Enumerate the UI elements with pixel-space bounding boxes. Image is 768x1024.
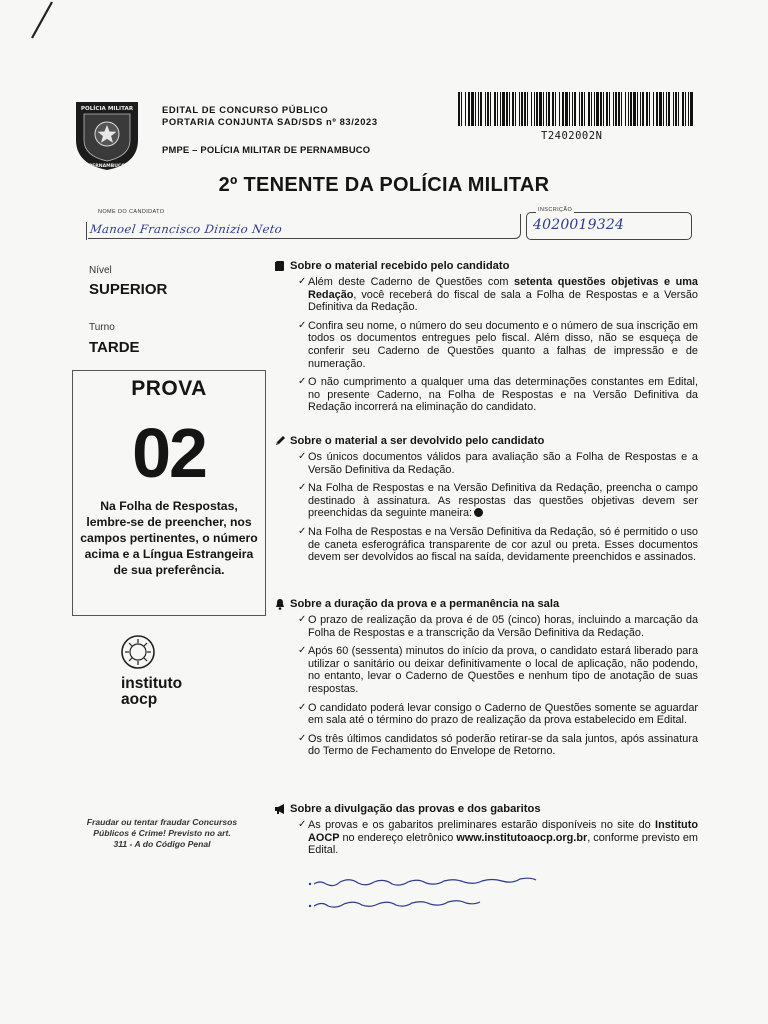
barcode-bar: [521, 92, 523, 126]
section-material-recebido: [270, 258, 710, 420]
barcode-bar: [458, 92, 460, 126]
check-icon: ✓: [298, 376, 307, 388]
barcode-bar: [579, 92, 580, 126]
list-item: [270, 320, 710, 370]
barcode-bar: [659, 92, 662, 126]
barcode-bar: [502, 92, 505, 126]
nivel-label: Nível: [89, 265, 112, 276]
section-heading: [270, 258, 710, 274]
barcode-bar: [690, 92, 693, 126]
barcode-bar: [539, 92, 542, 126]
barcode-bar: [633, 92, 636, 126]
barcode-bar: [668, 92, 670, 126]
check-icon: ✓: [298, 819, 307, 830]
aocp-line1: instituto: [121, 675, 183, 692]
barcode-bar: [574, 92, 576, 126]
item-text: Além deste Caderno de Questões com: [308, 276, 515, 288]
item-text: Após 60 (sessenta) minutos do início da prova, o candidato estará liberado para utilizar o sanitário ou deixar definitivamente o local de aplicação, não podendo, no entanto, levar o Caderno de Questões e nenhum tipo de anotação de suas respostas.: [308, 645, 698, 695]
bell-icon: [274, 598, 286, 610]
portaria-line: PORTARIA CONJUNTA SAD/SDS nº 83/2023: [162, 115, 378, 127]
barcode-bar: [594, 92, 595, 126]
barcode-bar: [485, 92, 486, 126]
barcode-bar: [653, 92, 654, 126]
section-heading: [270, 433, 710, 449]
barcode-bar: [487, 92, 489, 126]
page-title: 2º TENENTE DA POLÍCIA MILITAR: [218, 174, 550, 196]
barcode-bar: [649, 92, 650, 126]
barcode-bar: [524, 92, 526, 126]
seal-bottom-text: PERNAMBUCO: [88, 164, 126, 169]
barcode-bar: [572, 92, 573, 126]
turno-label: Turno: [89, 322, 115, 333]
barcode-bar: [475, 92, 476, 126]
barcode-bar: [630, 92, 632, 126]
item-text-bold: www.institutoaocp.org.br: [456, 831, 588, 844]
barcode-bar: [531, 92, 532, 126]
barcode-bar: [519, 92, 520, 126]
list-item: [270, 276, 710, 314]
section-title: Sobre o material recebido pelo candidato: [290, 260, 510, 272]
barcode-bar: [603, 92, 604, 126]
list-item: [270, 451, 710, 476]
list-item: [270, 733, 710, 758]
section-title: Sobre a duração da prova e a permanência na sala: [290, 598, 560, 610]
barcode-bar: [543, 92, 544, 126]
check-icon: ✓: [298, 482, 307, 494]
item-text: Os únicos documentos válidos para avaliação são a Folha de Respostas e a Versão Definitiva da Redação.: [308, 451, 698, 476]
prova-box: [72, 370, 266, 616]
barcode-bar: [640, 92, 641, 126]
check-icon: ✓: [298, 319, 307, 331]
barcode-bar: [552, 92, 554, 126]
list-item: [270, 614, 710, 639]
barcode-bar: [461, 92, 462, 126]
pencil-icon: [274, 435, 286, 447]
barcode-bar: [666, 92, 667, 126]
item-text: As provas e os gabaritos preliminares estarão disponíveis no site do: [308, 819, 656, 831]
item-text: , você receberá do fiscal de sala a Folha de Respostas e a Versão Definitiva da Redação.: [308, 288, 698, 314]
barcode-bar: [584, 92, 585, 126]
barcode-bar: [588, 92, 590, 126]
candidate-name-value: Manoel Francisco Dinizio Neto: [89, 222, 284, 236]
barcode-bar: [615, 92, 617, 126]
barcode-bar: [509, 92, 510, 126]
section-heading: [270, 596, 710, 612]
check-icon: ✓: [298, 732, 307, 744]
barcode-bar: [596, 92, 599, 126]
section-duracao-prova: [270, 596, 710, 764]
item-text-bold: setenta questões objetivas e uma Redação: [308, 276, 698, 301]
check-icon: ✓: [298, 614, 307, 625]
barcode-bar: [506, 92, 508, 126]
barcode-bar: [471, 92, 474, 126]
police-seal-icon: [72, 98, 142, 172]
check-icon: ✓: [298, 645, 307, 657]
section-divulgacao: [270, 801, 710, 863]
barcode-bar: [546, 92, 547, 126]
item-text: O prazo de realização da prova é de 05 (cinco) horas, incluindo a marcação da Folha de Respostas e a transcrição da Versão Definitiva da Redação.: [308, 614, 698, 639]
nivel-value: SUPERIOR: [89, 281, 168, 298]
barcode-bar: [548, 92, 550, 126]
barcode-bar: [559, 92, 560, 126]
section-title: Sobre o material a ser devolvido pelo candidato: [290, 435, 545, 447]
item-text: , conforme previsto em Edital.: [308, 831, 699, 857]
barcode-bar: [494, 92, 496, 126]
turno-value: TARDE: [89, 339, 140, 356]
aocp-line2: aocp: [121, 691, 158, 708]
check-icon: ✓: [298, 701, 307, 713]
barcode-bar: [625, 92, 626, 126]
aocp-logo-icon: [120, 634, 156, 670]
filled-bubble-icon: [474, 508, 483, 517]
item-text: no endereço eletrônico: [339, 831, 457, 844]
barcode-bar: [678, 92, 679, 126]
barcode-bar: [613, 92, 614, 126]
barcode-bar: [565, 92, 568, 126]
barcode-bar: [600, 92, 602, 126]
barcode-bar: [478, 92, 479, 126]
prova-note: Na Folha de Respostas, lembre-se de preencher, nos campos pertinentes, o número acima e a Língua Estrangeira de sua preferência.: [80, 499, 258, 577]
item-text: Na Folha de Respostas e na Versão Definitiva da Redação, só é permitido o uso de caneta esferográfica transparente de cor azul ou preta. Esses documentos devem ser devolvidos ao fiscal na saída, devidamente preenchidos e assinados.: [308, 525, 698, 564]
edital-header: [162, 104, 378, 127]
check-icon: ✓: [298, 451, 307, 462]
item-text: O candidato poderá levar consigo o Caderno de Questões somente se aguardar em sala até o término do prazo de realização da prova estabelecido em Edital.: [308, 701, 698, 727]
check-icon: ✓: [298, 276, 307, 287]
barcode-bar: [497, 92, 498, 126]
barcode-bar: [512, 92, 514, 126]
fraud-notice: Fraudar ou tentar fraudar Concursos Públicos é Crime! Previsto no art. 311 - A do Código Penal: [86, 817, 238, 849]
barcode-bar: [682, 92, 684, 126]
barcode-bar: [468, 92, 470, 126]
section-items: [270, 451, 710, 564]
barcode-bar: [536, 92, 538, 126]
section-title: Sobre a divulgação das provas e dos gabaritos: [290, 803, 541, 815]
barcode-bar: [591, 92, 592, 126]
barcode-bar: [656, 92, 658, 126]
barcode-bar: [628, 92, 629, 126]
list-item: [270, 526, 710, 564]
barcode-bar: [534, 92, 535, 126]
list-item: [270, 376, 710, 414]
barcode-bar: [527, 92, 528, 126]
item-text-bold: Instituto AOCP: [308, 819, 698, 844]
item-text: Na Folha de Respostas e na Versão Definitiva da Redação, preencha o campo destinado à assinatura. As respostas das questões objetivas devem ser preenchidas da seguinte maneira:: [308, 482, 698, 520]
section-items: [270, 276, 710, 414]
barcode-bar: [609, 92, 610, 126]
orgao-line: PMPE – POLÍCIA MILITAR DE PERNAMBUCO: [162, 144, 371, 155]
section-items: [270, 819, 710, 857]
barcode-bar: [606, 92, 608, 126]
corner-pen-mark: [28, 0, 54, 42]
barcode-bar: [685, 92, 686, 126]
book-icon: [274, 260, 286, 272]
prova-label: PROVA: [131, 377, 207, 400]
seal-top-text: POLÍCIA MILITAR: [80, 106, 134, 112]
barcode: [456, 92, 696, 128]
barcode-bar: [490, 92, 491, 126]
barcode-bar: [688, 92, 689, 126]
barcode-bar: [562, 92, 564, 126]
barcode-bar: [515, 92, 516, 126]
handwritten-notes: [308, 872, 578, 916]
barcode-bar: [637, 92, 638, 126]
barcode-bar: [646, 92, 648, 126]
list-item: [270, 702, 710, 727]
barcode-bar: [555, 92, 556, 126]
section-heading: [270, 801, 710, 817]
section-material-devolvido: [270, 433, 710, 570]
list-item: [270, 819, 710, 857]
barcode-bar: [618, 92, 620, 126]
check-icon: ✓: [298, 525, 307, 537]
barcode-bar: [465, 92, 466, 126]
candidate-name-field-edge: [86, 222, 87, 240]
list-item: [270, 645, 710, 695]
barcode-bar: [500, 92, 501, 126]
item-text: Os três últimos candidatos só poderão retirar-se da sala juntos, após assinatura do Termo de Fechamento do Envelope de Retorno.: [308, 732, 698, 758]
barcode-bar: [480, 92, 482, 126]
aocp-wordmark: [121, 676, 182, 708]
prova-number: 02: [132, 414, 206, 492]
inscricao-label: INSCRIÇÃO: [538, 207, 573, 213]
barcode-bar: [581, 92, 583, 126]
barcode-bar: [675, 92, 677, 126]
megaphone-icon: [274, 803, 286, 815]
section-items: [270, 614, 710, 758]
barcode-bar: [663, 92, 664, 126]
candidate-name-label: NOME DO CANDIDATO: [98, 209, 165, 215]
edital-line: EDITAL DE CONCURSO PÚBLICO: [162, 104, 329, 115]
barcode-bar: [642, 92, 644, 126]
barcode-bar: [569, 92, 570, 126]
list-item: [270, 482, 710, 520]
barcode-bar: [673, 92, 674, 126]
inscricao-value: 4020019324: [533, 217, 625, 233]
barcode-bar: [621, 92, 622, 126]
item-text: O não cumprimento a qualquer uma das determinações constantes em Edital, no presente Caderno, na Folha de Respostas e na Versão Definitiva da Redação incorrerá na eliminação do candidato.: [308, 376, 698, 414]
item-text: Confira seu nome, o número do seu documento e o número de sua inscrição em todos os documentos entregues pelo fiscal. Além disso, não se esqueça de conferir seu Caderno de Questões quanto a falhas de impressão e de numeração.: [308, 319, 698, 370]
barcode-text: T2402002N: [541, 130, 603, 142]
